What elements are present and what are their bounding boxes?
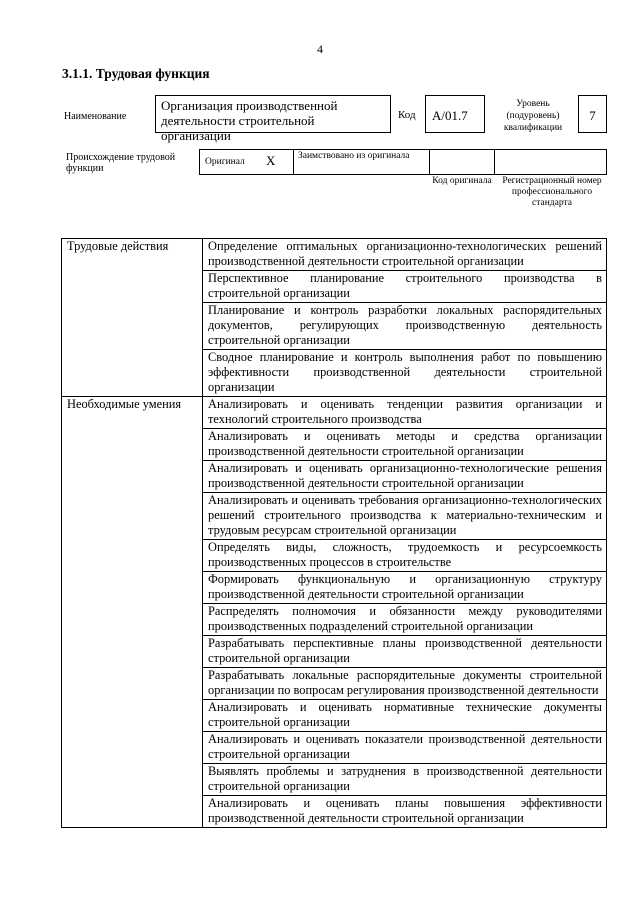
section-label: Необходимые умения <box>62 397 203 828</box>
labor-action-item: Планирование и контроль разработки локальных распорядительных документов, регулирующих производственную деятельность строительной организации <box>203 303 607 350</box>
level-value: 7 <box>589 108 596 123</box>
skill-item: Распределять полномочия и обязанности между руководителями производственных подразделений строительной организации <box>203 604 607 636</box>
reg-caption: Регистрационный номер профессионального стандарта <box>502 176 602 208</box>
skill-item: Анализировать и оценивать нормативные технические документы строительной организации <box>203 700 607 732</box>
skill-item: Анализировать и оценивать тенденции развития организации и технологий строительного производства <box>203 397 607 429</box>
skill-item: Анализировать и оценивать требования организационно-технологических решений строительного производства к материально-техническим и трудовым ресурсам строительной организации <box>203 493 607 540</box>
origin-label: Происхождение трудовой функции <box>66 152 176 174</box>
skill-item: Выявлять проблемы и затруднения в производственной деятельности строительной организации <box>203 764 607 796</box>
skill-item: Анализировать и оценивать показатели производственной деятельности строительной организации <box>203 732 607 764</box>
origin-divider <box>293 149 294 175</box>
labor-action-item: Перспективное планирование строительного производства в строительной организации <box>203 271 607 303</box>
function-details-table <box>61 238 607 828</box>
table-row <box>62 397 607 429</box>
table-row <box>62 239 607 271</box>
section-label: Трудовые действия <box>62 239 203 397</box>
origin-divider <box>494 149 495 175</box>
skill-item: Определять виды, сложность, трудоемкость и ресурсоемкость производственных процессов в строительстве <box>203 540 607 572</box>
original-label: Оригинал <box>205 157 245 167</box>
level-box <box>578 95 607 133</box>
code-value: A/01.7 <box>432 108 468 123</box>
borrowed-label: Заимствовано из оригинала <box>298 151 410 161</box>
name-label: Наименование <box>64 111 127 122</box>
skill-item: Анализировать и оценивать методы и средства организации производственной деятельности строительной организации <box>203 429 607 461</box>
code-box <box>425 95 485 133</box>
origin-divider <box>429 149 430 175</box>
skill-item: Разрабатывать локальные распорядительные документы строительной организации по вопросам регулирования производственной деятельности <box>203 668 607 700</box>
original-mark: X <box>266 153 276 168</box>
code-label: Код <box>398 109 416 121</box>
skill-item: Анализировать и оценивать организационно-технологические решения производственной деятельности строительной организации <box>203 461 607 493</box>
page-number: 4 <box>317 42 323 56</box>
section-heading: 3.1.1. Трудовая функция <box>62 66 210 81</box>
function-name-value: Организация производственной деятельности строительной организации <box>161 98 338 143</box>
labor-action-item: Сводное планирование и контроль выполнения работ по повышению эффективности производственной деятельности строительной организации <box>203 350 607 397</box>
skill-item: Анализировать и оценивать планы повышения эффективности производственной деятельности строительной организации <box>203 796 607 828</box>
level-label: Уровень (подуровень) квалификации <box>503 99 563 133</box>
skill-item: Формировать функциональную и организационную структуру производственной деятельности строительной организации <box>203 572 607 604</box>
skill-item: Разрабатывать перспективные планы производственной деятельности строительной организации <box>203 636 607 668</box>
code-caption: Код оригинала <box>432 176 492 186</box>
function-name-box <box>155 95 391 143</box>
labor-action-item: Определение оптимальных организационно-технологических решений производственной деятельности строительной организации <box>203 239 607 271</box>
origin-row <box>199 149 607 175</box>
